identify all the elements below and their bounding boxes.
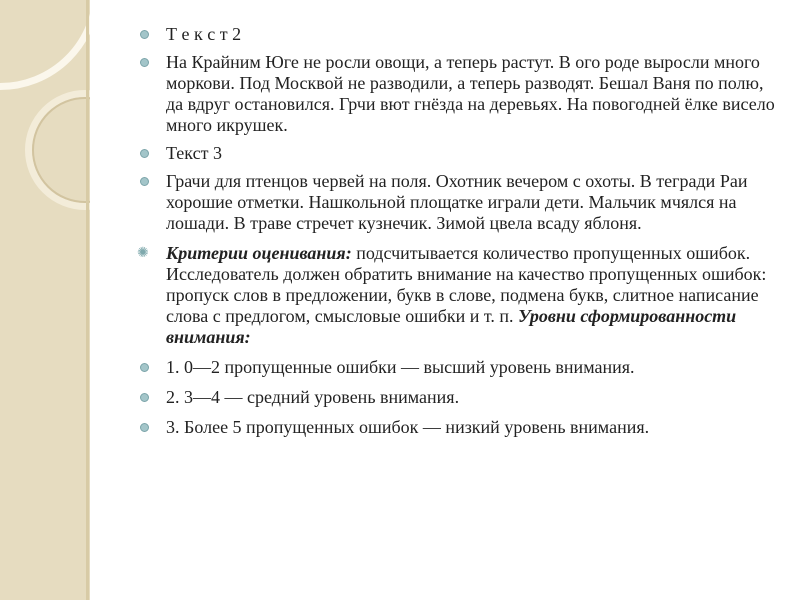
list-item-level-2 — [140, 387, 780, 408]
star-bullet-icon: ✺ — [137, 245, 149, 261]
item-text: На Крайним Юге не росли овощи, а теперь растут. В ого роде выросли много моркови. Под Москвой не разводили, а теперь разводят. Бешал Ваня по полю, да вдруг остановился. Грчи вют гнёзда на деревьях. На повогодней ёлке висело много икрушек. — [166, 52, 775, 135]
item-text: Т е к с т 2 — [166, 24, 242, 44]
decorative-side-panel — [0, 0, 90, 600]
level-text: 3. Более 5 пропущенных ошибок — низкий уровень внимания. — [166, 417, 650, 437]
criteria-label: Критерии оценивания: — [166, 243, 352, 263]
list-item-text2-heading — [140, 24, 780, 45]
list-item-criteria — [137, 243, 780, 348]
bullet-icon — [140, 393, 149, 402]
level-text: 2. 3—4 — средний уровень внимания. — [166, 387, 460, 407]
bullet-icon — [140, 177, 149, 186]
bullet-icon — [140, 30, 149, 39]
list-item-level-3 — [140, 417, 780, 438]
list-item-text3-body — [140, 171, 780, 234]
decorative-ring-large — [0, 0, 90, 90]
bullet-icon — [140, 363, 149, 372]
level-text: 1. 0—2 пропущенные ошибки — высший уровень внимания. — [166, 357, 635, 377]
bullet-icon — [140, 423, 149, 432]
panel-edge-line — [86, 0, 89, 600]
levels-label: Уровни сформированности внимания: — [166, 306, 737, 347]
bullet-icon — [140, 58, 149, 67]
list-item-level-1 — [140, 357, 780, 378]
slide-content — [137, 24, 780, 445]
item-text: Грачи для птенцов червей на поля. Охотник вечером с охоты. В тегради Раи хорошие отметки. Нашкольной площатке играли дети. Мальчик мчялся на лошади. В траве стречет кузнечик. Зимой цвела всаду яблоня. — [166, 171, 748, 233]
bullet-icon — [140, 149, 149, 158]
list-item-text2-body — [140, 52, 780, 136]
item-text: Текст 3 — [166, 143, 222, 163]
criteria-body: подсчитывается количество пропущенных ошибок. Исследователь должен обратить внимание на качество пропущенных ошибок: пропуск слов в предложении, букв в слове, подмена букв, слитное написание слова с предлогом, смысловые ошибки и т. п. — [166, 243, 767, 326]
list-item-text3-heading — [140, 143, 780, 164]
